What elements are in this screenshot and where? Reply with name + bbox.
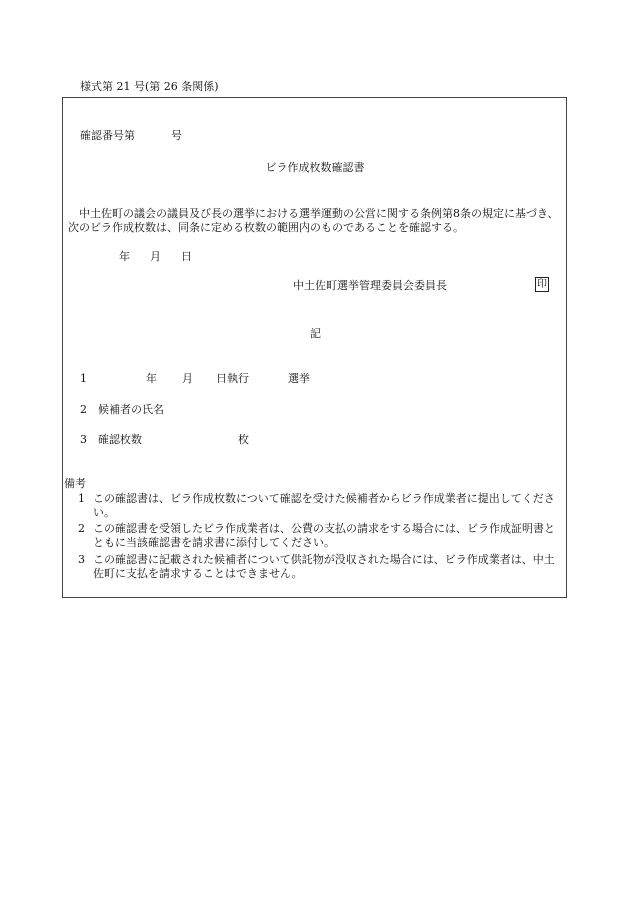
item-confirmed-count (80, 433, 249, 447)
date-day: 日 (181, 250, 192, 263)
document-title: ビラ作成枚数確認書 (265, 161, 365, 174)
notes-heading: 備考 (64, 477, 86, 490)
note-item (78, 522, 562, 550)
confirmation-number-suffix: 号 (171, 129, 182, 142)
item3-number: 3 (80, 433, 87, 446)
note-item (78, 553, 562, 581)
confirmation-number (80, 129, 182, 143)
item2-label: 候補者の氏名 (98, 403, 164, 416)
item2-number: 2 (80, 403, 87, 416)
item3-label: 確認枚数 (98, 433, 142, 446)
note-number: 3 (78, 553, 85, 566)
seal-mark: 印 (537, 279, 547, 290)
confirmation-statement: 中土佐町の議会の議員及び長の選挙における選挙運動の公営に関する条例第8条の規定に基づき、次のビラ作成枚数は、同条に定める枚数の範囲内のものであることを確認する。 (68, 207, 559, 234)
note-number: 1 (78, 492, 85, 505)
item1-election: 選挙 (288, 372, 310, 385)
confirmation-number-prefix: 確認番号第 (80, 129, 135, 142)
item-election-date (80, 372, 310, 386)
ki-heading: 記 (310, 327, 321, 340)
item3-unit: 枚 (238, 433, 249, 446)
note-text: この確認書は、ビラ作成枚数について確認を受けた候補者からビラ作成業者に提出してください。 (93, 492, 555, 519)
item-candidate-name (80, 403, 164, 417)
date-month: 月 (150, 250, 161, 263)
item1-day: 日執行 (216, 372, 249, 385)
date-year: 年 (119, 250, 130, 263)
note-item (78, 492, 562, 520)
item1-month: 月 (182, 372, 193, 385)
date-line (119, 250, 192, 264)
note-text: この確認書に記載された候補者について供託物が没収された場合には、ビラ作成業者は、中土佐町に支払を請求することはできません。 (93, 553, 555, 580)
note-text: この確認書を受領したビラ作成業者は、公費の支払の請求をする場合には、ビラ作成証明書とともに当該確認書を請求書に添付してください。 (93, 522, 555, 549)
committee-chairperson: 中土佐町選挙管理委員会委員長 (293, 279, 447, 292)
item1-year: 年 (146, 372, 157, 385)
item1-number: 1 (80, 372, 87, 385)
note-number: 2 (78, 522, 85, 535)
form-number: 様式第 21 号(第 26 条関係) (80, 80, 219, 93)
